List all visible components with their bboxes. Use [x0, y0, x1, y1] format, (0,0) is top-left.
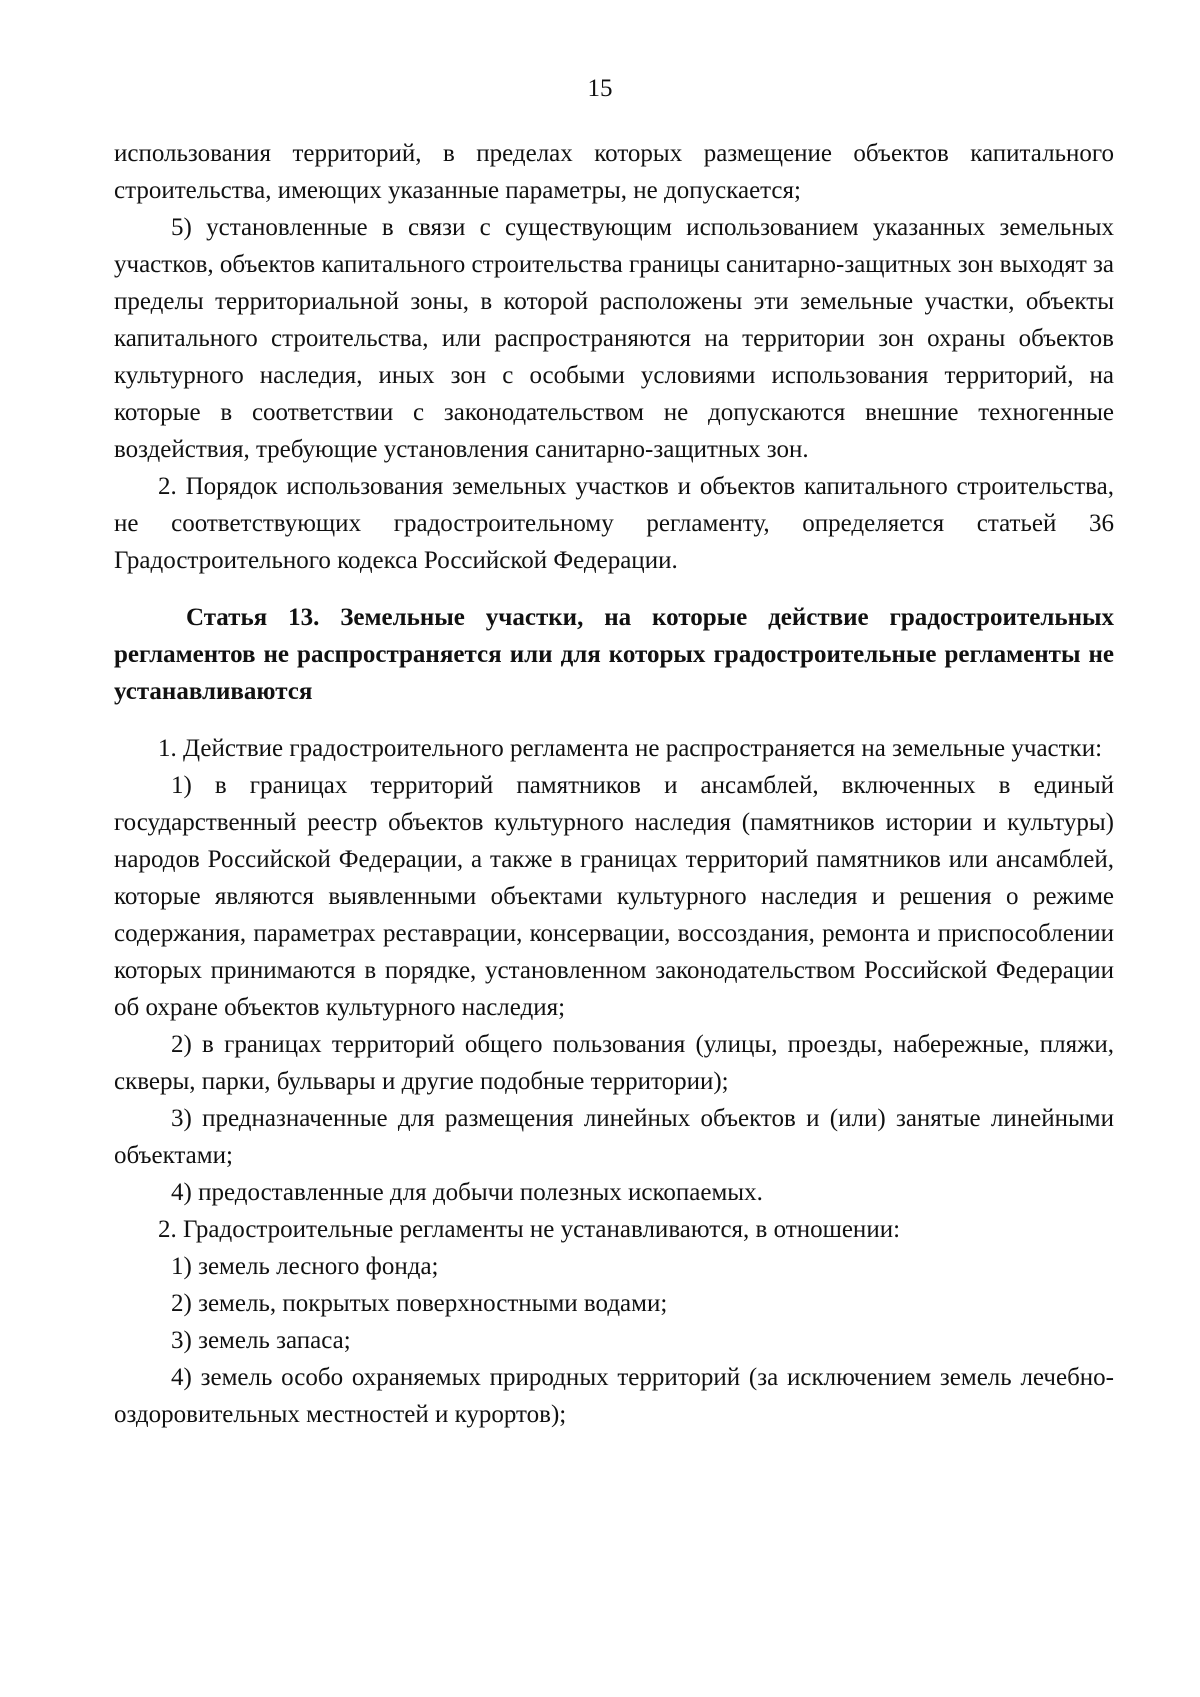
paragraph-item-5: 5) установленные в связи с существующим использованием указанных земельных участков, объектов капитального строительства границы санитарно-защитных зон выходят за пределы территориальной зоны, в которой расположены эти земельные участки, объекты капитального строительства, или распространяются на территории зон охраны объектов культурного наследия, иных зон с особыми условиями использования территорий, на которые в соответствии с законодательством не допускаются внешние техногенные воздействия, требующие установления санитарно-защитных зон. — [114, 214, 1114, 463]
article-heading: Статья 13. Земельные участки, на которые действие градостроительных регламентов не распространяется или для которых градостроительные регламенты не устанавливаются — [114, 604, 1114, 705]
paragraph-subitem-4: 4) предоставленные для добычи полезных ископаемых. — [171, 1179, 763, 1206]
paragraph-land-item-4: 4) земель особо охраняемых природных территорий (за исключением земель лечебно-оздоровительных местностей и курортов); — [114, 1364, 1114, 1428]
paragraph-subitem-2: 2) в границах территорий общего пользования (улицы, проезды, набережные, пляжи, скверы, парки, бульвары и другие подобные территории); — [114, 1031, 1114, 1095]
page-number: 15 — [587, 75, 613, 102]
paragraph-subitem-3: 3) предназначенные для размещения линейных объектов и (или) занятые линейными объектами; — [114, 1105, 1114, 1169]
paragraph-clause-2: 2. Порядок использования земельных участков и объектов капитального строительства, не соответствующих градостроительному регламенту, определяется статьей 36 Градостроительного кодекса Российской Федерации. — [114, 473, 1114, 574]
paragraph-clause-2-bottom: 2. Градостроительные регламенты не устанавливаются, в отношении: — [158, 1216, 901, 1243]
paragraph-land-item-1: 1) земель лесного фонда; — [171, 1253, 439, 1280]
document-body — [114, 135, 1114, 1433]
paragraph-continuation: использования территорий, в пределах которых размещение объектов капитального строительства, имеющих указанные параметры, не допускается; — [114, 140, 1114, 204]
paragraph-subitem-1: 1) в границах территорий памятников и ансамблей, включенных в единый государственный реестр объектов культурного наследия (памятников истории и культуры) народов Российской Федерации, а также в границах территорий памятников или ансамблей, которые являются выявленными объектами культурного наследия и решения о режиме содержания, параметрах реставрации, консервации, воссоздания, ремонта и приспособлении которых принимаются в порядке, установленном законодательством Российской Федерации об охране объектов культурного наследия; — [114, 772, 1114, 1021]
paragraph-clause-1: 1. Действие градостроительного регламента не распространяется на земельные участки: — [158, 735, 1103, 762]
paragraph-land-item-3: 3) земель запаса; — [171, 1327, 351, 1354]
paragraph-land-item-2: 2) земель, покрытых поверхностными водами; — [171, 1290, 668, 1317]
